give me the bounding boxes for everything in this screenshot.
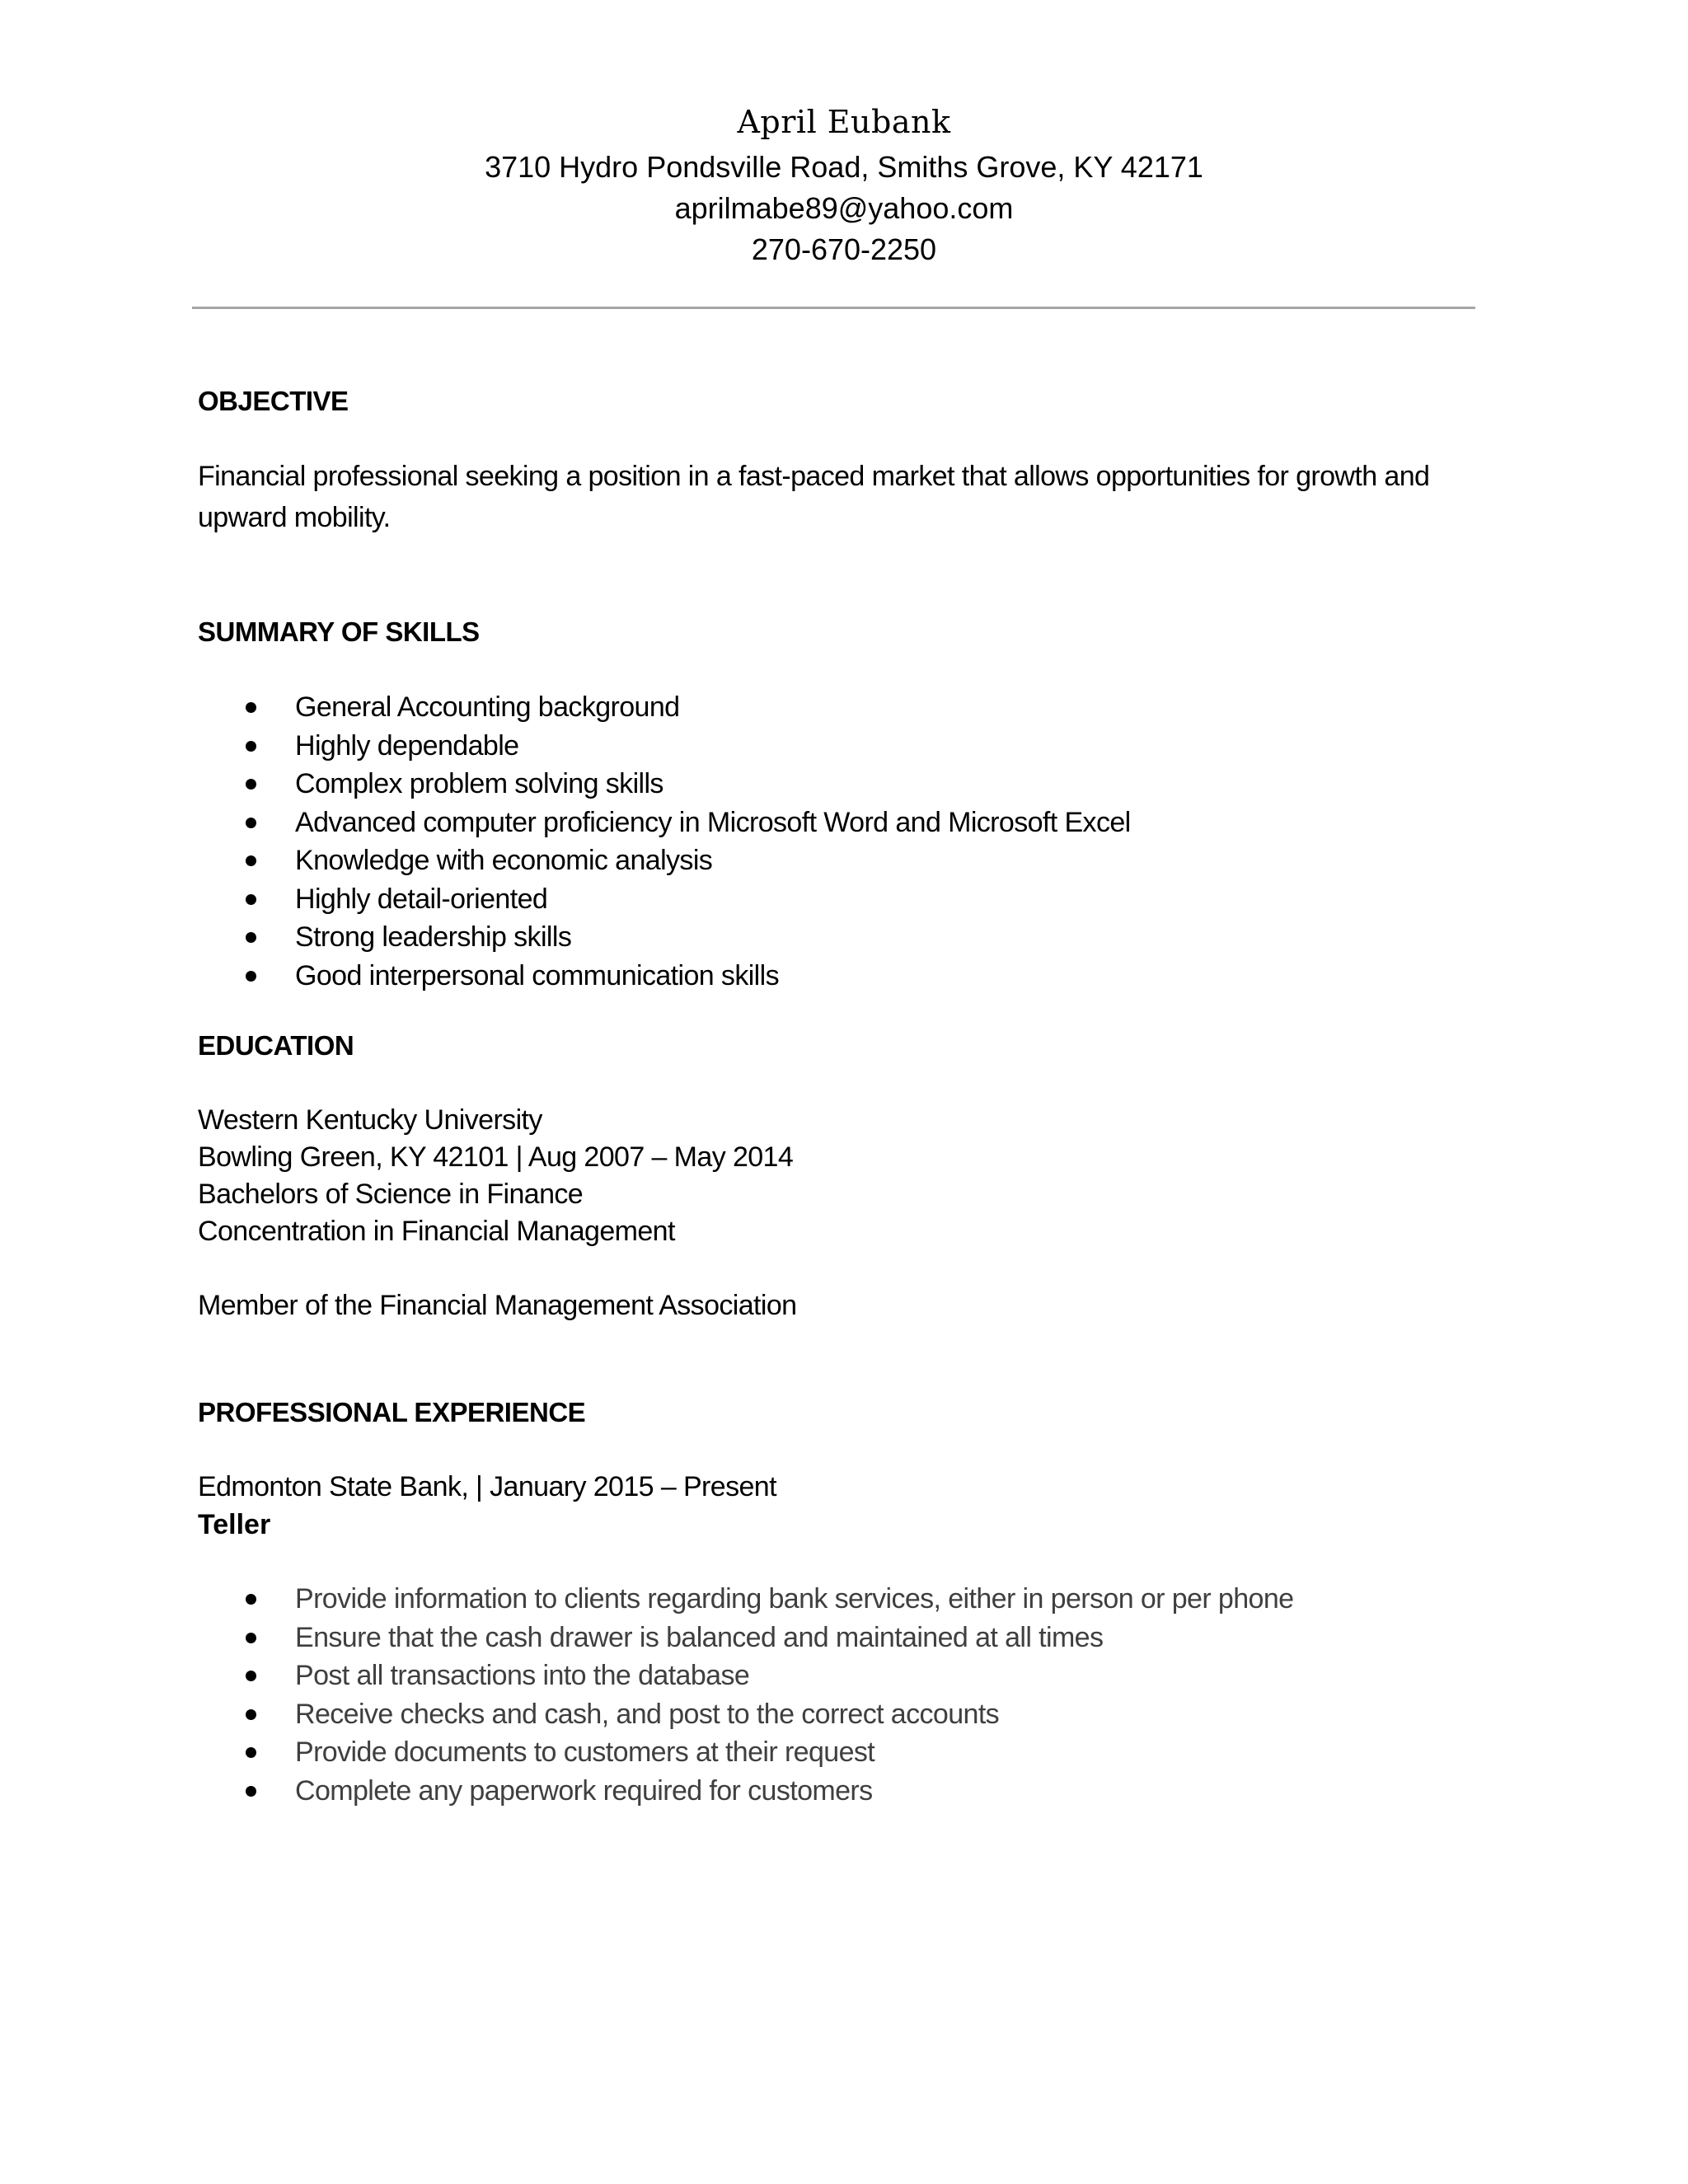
employer-dates: Edmonton State Bank, | January 2015 – Present (198, 1471, 776, 1502)
bullet-icon (246, 1747, 256, 1758)
list-item: Highly detail-oriented (198, 880, 1484, 919)
phone: 270-670-2250 (751, 232, 937, 266)
objective-line-2: upward mobility. (198, 502, 391, 533)
list-item: Provide information to clients regarding bank services, either in person or per phone (198, 1580, 1484, 1619)
bullet-icon (246, 1709, 256, 1720)
email: aprilmabe89@yahoo.com (674, 191, 1014, 225)
degree: Bachelors of Science in Finance (198, 1179, 584, 1210)
list-item: General Accounting background (198, 688, 1484, 727)
bullet-icon (246, 818, 256, 828)
list-item: Highly dependable (198, 727, 1484, 766)
education-heading: EDUCATION (198, 1030, 354, 1061)
objective-line-1: Financial professional seeking a position in a fast-paced market that allows opportunities for growth and (198, 461, 1430, 492)
address: 3710 Hydro Pondsville Road, Smiths Grove, KY 42171 (485, 150, 1203, 184)
candidate-name: April Eubank (737, 104, 951, 140)
list-item: Knowledge with economic analysis (198, 841, 1484, 880)
bullet-icon (246, 855, 256, 866)
list-item: Good interpersonal communication skills (198, 957, 1484, 996)
list-item: Complex problem solving skills (198, 765, 1484, 804)
list-item: Receive checks and cash, and post to the correct accounts (198, 1695, 1484, 1734)
bullet-icon (246, 1633, 256, 1643)
bullet-icon (246, 1594, 256, 1605)
bullet-icon (246, 1786, 256, 1797)
objective-heading: OBJECTIVE (198, 386, 349, 416)
school-location-dates: Bowling Green, KY 42101 | Aug 2007 – May 2014 (198, 1141, 794, 1173)
school-name: Western Kentucky University (198, 1104, 542, 1136)
bullet-icon (246, 702, 256, 713)
bullet-icon (246, 932, 256, 943)
duties-list (198, 1580, 1484, 1810)
bullet-icon (246, 779, 256, 790)
bullet-icon (246, 971, 256, 982)
resume-body (198, 383, 1484, 1810)
bullet-icon (246, 1671, 256, 1681)
list-item: Complete any paperwork required for customers (198, 1772, 1484, 1811)
resume-header (0, 97, 1688, 270)
bullet-icon (246, 894, 256, 905)
list-item: Advanced computer proficiency in Microsoft Word and Microsoft Excel (198, 804, 1484, 842)
concentration: Concentration in Financial Management (198, 1216, 675, 1247)
membership: Member of the Financial Management Association (198, 1290, 797, 1321)
experience-heading: PROFESSIONAL EXPERIENCE (198, 1397, 586, 1427)
list-item: Ensure that the cash drawer is balanced and maintained at all times (198, 1619, 1484, 1657)
list-item: Strong leadership skills (198, 918, 1484, 957)
header-divider (192, 307, 1475, 309)
skills-list (198, 688, 1484, 995)
job-title: Teller (198, 1509, 271, 1540)
bullet-icon (246, 741, 256, 752)
skills-heading: SUMMARY OF SKILLS (198, 616, 480, 647)
list-item: Provide documents to customers at their request (198, 1733, 1484, 1772)
list-item: Post all transactions into the database (198, 1657, 1484, 1695)
